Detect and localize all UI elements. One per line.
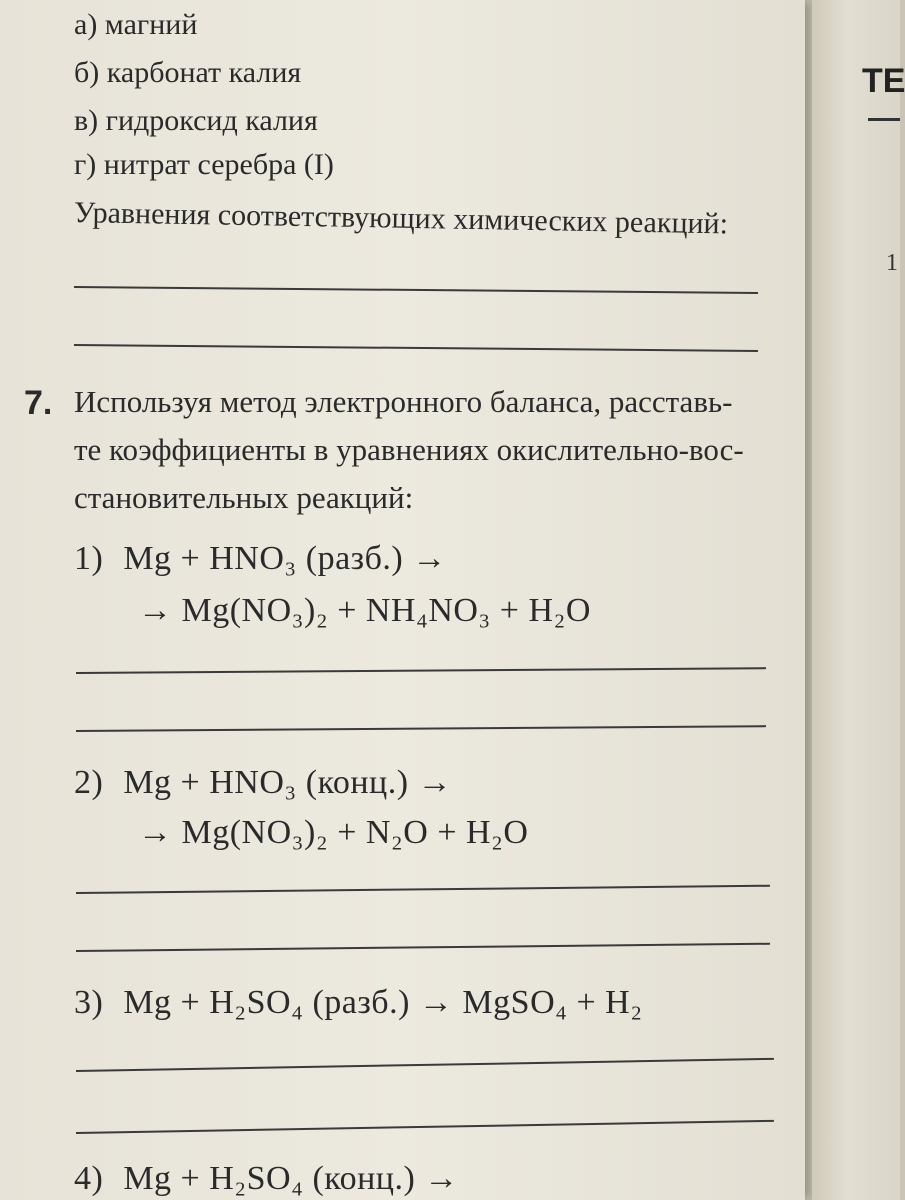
equations-prompt: Уравнения соответствующих химических реакций: (73, 196, 729, 241)
answer-line (76, 885, 770, 894)
reaction-4-number: 4) (74, 1160, 104, 1197)
task-text-line-2: те коэффициенты в уравнениях окислительно-вос- (74, 432, 744, 467)
option-c: в) гидроксид калия (74, 104, 318, 137)
reaction-2-number: 2) (74, 764, 104, 801)
answer-line (76, 725, 766, 732)
reaction-1-products: → Mg(NO₃)₂ + NH₄NO₃ + H₂O (138, 592, 591, 629)
reaction-1-number: 1) (74, 540, 104, 577)
reaction-3-number: 3) (74, 984, 104, 1021)
task-text-line-1: Используя метод электронного баланса, расставь- (74, 384, 733, 419)
reaction-1-line-1 (74, 540, 447, 578)
reaction-3-equation: Mg + H₂SO₄ (разб.) → MgSO₄ + H₂ (123, 984, 643, 1021)
answer-line (76, 943, 770, 952)
task-text-line-3: становительных реакций: (74, 480, 414, 515)
adjacent-page (812, 0, 900, 1200)
reaction-2-products: → Mg(NO₃)₂ + N₂O + H₂O (138, 814, 529, 851)
reaction-1-reactants: Mg + HNO₃ (разб.) → (123, 540, 447, 577)
answer-line (74, 344, 758, 352)
answer-line (74, 286, 758, 294)
adjacent-page-number: 1 (886, 250, 898, 276)
option-a: а) магний (74, 8, 198, 41)
option-d: г) нитрат серебра (I) (74, 148, 334, 181)
adjacent-page-rule (868, 118, 900, 121)
answer-line (76, 1120, 774, 1134)
option-b: б) карбонат калия (74, 56, 302, 89)
answer-line (76, 667, 766, 674)
answer-line (76, 1058, 774, 1072)
task-number: 7. (24, 384, 53, 422)
reaction-2-reactants: Mg + HNO₃ (конц.) → (123, 764, 453, 801)
reaction-4-reactants: Mg + H₂SO₄ (конц.) → (123, 1160, 459, 1197)
adjacent-page-heading: ТЕ (862, 62, 905, 100)
reaction-2-line-1 (74, 764, 452, 802)
reaction-3-line-1 (74, 984, 643, 1022)
reaction-4-line-1 (74, 1160, 459, 1198)
